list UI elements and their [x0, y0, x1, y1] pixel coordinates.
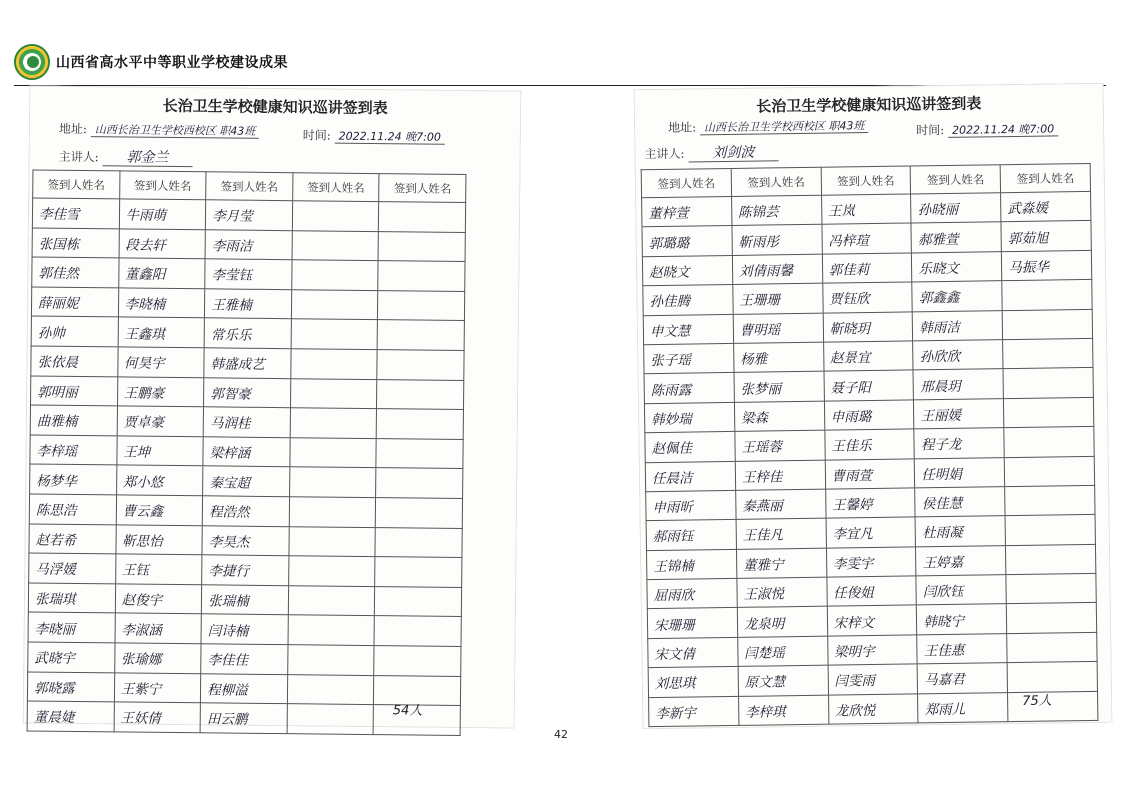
- signin-name-cell: 原文慧: [738, 665, 828, 696]
- signin-name-cell: 王紫宁: [114, 672, 201, 702]
- table-row: [32, 228, 465, 262]
- sheet-title: 长治卫生学校健康知识巡讲签到表: [756, 94, 982, 116]
- signin-name-cell: 郭璐璐: [642, 226, 732, 257]
- signin-name-cell: 申雨昕: [646, 490, 736, 521]
- signin-name-cell: [1002, 280, 1092, 311]
- signin-name-cell: [1006, 573, 1096, 604]
- column-header: 签到人姓名: [911, 165, 1001, 194]
- signin-name-cell: 郑雨儿: [918, 692, 1008, 723]
- column-header: 签到人姓名: [379, 174, 466, 203]
- table-row: [28, 642, 461, 676]
- attendee-count: 54人: [392, 703, 423, 719]
- signin-name-cell: 靳雨彤: [732, 225, 822, 256]
- signin-name-cell: 田云鹏: [200, 703, 287, 733]
- signin-name-cell: 王梓佳: [735, 460, 825, 491]
- signin-table-right: [641, 163, 1099, 727]
- school-emblem-icon: [14, 44, 50, 80]
- signin-name-cell: 韩妙瑞: [644, 402, 734, 433]
- signin-name-cell: 武晓宇: [28, 642, 115, 672]
- signin-name-cell: 秦燕丽: [735, 489, 825, 520]
- page-header: [14, 42, 1106, 86]
- signin-name-cell: [287, 645, 374, 675]
- signin-name-cell: 刘思琪: [648, 667, 738, 698]
- signin-name-cell: 梁明宇: [827, 635, 917, 666]
- signin-name-cell: 马振华: [1002, 250, 1092, 281]
- signin-name-cell: 马嘉君: [917, 663, 1007, 694]
- signin-name-cell: [1004, 456, 1094, 487]
- signin-name-cell: [378, 290, 465, 320]
- signin-name-cell: 李新宇: [649, 696, 739, 727]
- signin-name-cell: 杜雨凝: [915, 516, 1005, 547]
- signin-name-cell: 董梓萱: [642, 196, 732, 227]
- signin-name-cell: 陈雨露: [644, 373, 734, 404]
- table-row: [31, 376, 464, 410]
- table-row: [28, 612, 461, 646]
- signin-name-cell: 张国栋: [32, 228, 119, 258]
- signin-name-cell: [377, 350, 464, 380]
- signin-name-cell: 李捷行: [202, 555, 289, 585]
- signin-name-cell: 孙佳腾: [643, 285, 733, 316]
- signin-name-cell: [288, 585, 375, 615]
- signin-name-cell: 常乐乐: [204, 318, 291, 348]
- signin-name-cell: 张瑞楠: [202, 584, 289, 614]
- signin-name-cell: 张瑞琪: [28, 583, 115, 613]
- signin-name-cell: [1004, 397, 1094, 428]
- signin-name-cell: 程子龙: [914, 428, 1004, 459]
- signin-name-cell: 贾卓豪: [117, 406, 204, 436]
- signin-name-cell: 邢晨玥: [913, 369, 1003, 400]
- signin-name-cell: [1007, 662, 1097, 693]
- signin-name-cell: 陈思浩: [29, 494, 116, 524]
- signin-name-cell: [1004, 427, 1094, 458]
- signin-name-cell: 张依晨: [31, 346, 118, 376]
- address-value: 山西长治卫生学校西校区 职43班: [91, 123, 260, 139]
- attendee-count: 75人: [1022, 693, 1052, 709]
- signin-name-cell: 曹明瑶: [733, 313, 823, 344]
- speaker-label: 主讲人:: [644, 146, 685, 162]
- signin-name-cell: 王雅楠: [205, 289, 292, 319]
- signin-name-cell: 李莹钰: [205, 259, 292, 289]
- signin-name-cell: 贾钰欣: [822, 282, 912, 313]
- signin-name-cell: 董晨婕: [27, 701, 114, 731]
- signin-name-cell: 王钰: [115, 554, 202, 584]
- table-row: [31, 287, 464, 321]
- signin-name-cell: [291, 319, 378, 349]
- signin-name-cell: 王鑫琪: [118, 317, 205, 347]
- signin-name-cell: 侯佳慧: [915, 487, 1005, 518]
- signin-name-cell: 李梓琪: [738, 695, 828, 726]
- signin-name-cell: 王佳凡: [736, 518, 826, 549]
- signin-name-cell: [289, 467, 376, 497]
- signin-name-cell: 王锦楠: [646, 549, 736, 580]
- signin-name-cell: 王丽媛: [914, 398, 1004, 429]
- signin-name-cell: [378, 231, 465, 261]
- signin-name-cell: [1005, 485, 1095, 516]
- signin-name-cell: 申雨璐: [824, 400, 914, 431]
- table-row: [31, 316, 464, 350]
- signin-name-cell: 程柳溢: [201, 673, 288, 703]
- signin-name-cell: 郭明丽: [31, 376, 118, 406]
- signin-name-cell: 宋文倩: [648, 637, 738, 668]
- signin-name-cell: 牛雨萌: [119, 199, 206, 229]
- signin-name-cell: 任明娟: [915, 457, 1005, 488]
- speaker-value: 郭金兰: [102, 149, 192, 167]
- table-row: [31, 346, 464, 380]
- signin-name-cell: 曹雨萱: [825, 458, 915, 489]
- signin-name-cell: 闫欣钰: [916, 575, 1006, 606]
- signin-name-cell: 张瑜娜: [114, 643, 201, 673]
- signin-name-cell: 龙泉明: [737, 607, 827, 638]
- signin-name-cell: [291, 289, 378, 319]
- signin-name-cell: 郭佳然: [32, 257, 119, 287]
- signin-name-cell: [374, 616, 461, 646]
- signin-name-cell: 宋梓文: [827, 605, 917, 636]
- time-value: 2022.11.24 晚7:00: [335, 130, 445, 145]
- signin-name-cell: [288, 615, 375, 645]
- speaker-line: [644, 141, 778, 163]
- signin-name-cell: [292, 201, 379, 231]
- speaker-line: [59, 146, 193, 167]
- signin-name-cell: 赵佩佳: [645, 432, 735, 463]
- signin-name-cell: [376, 498, 463, 528]
- table-row: [30, 464, 463, 498]
- signin-name-cell: 王岚: [821, 194, 911, 225]
- signin-name-cell: 董鑫阳: [118, 258, 205, 288]
- signin-name-cell: 李月莹: [206, 200, 293, 230]
- signin-name-cell: 郑小悠: [116, 465, 203, 495]
- signin-name-cell: 屈雨欣: [647, 578, 737, 609]
- signin-name-cell: [1006, 603, 1096, 634]
- signin-name-cell: 李梓瑶: [30, 435, 117, 465]
- signin-name-cell: [377, 379, 464, 409]
- page-number: 42: [554, 728, 568, 741]
- signin-name-cell: [290, 408, 377, 438]
- signin-name-cell: 梁森: [734, 401, 824, 432]
- signin-name-cell: 郭智豪: [204, 377, 291, 407]
- table-row: [29, 494, 462, 528]
- signin-name-cell: 郭鑫鑫: [912, 281, 1002, 312]
- signin-name-cell: 申文慧: [643, 314, 733, 345]
- signin-name-cell: 宋珊珊: [647, 608, 737, 639]
- signin-name-cell: 赵若希: [29, 523, 116, 553]
- signin-name-cell: 赵俊宇: [115, 584, 202, 614]
- signin-name-cell: [1003, 338, 1093, 369]
- column-header: 签到人姓名: [292, 173, 379, 202]
- signin-sheet-left: [23, 85, 522, 728]
- signin-name-cell: [289, 497, 376, 527]
- signin-name-cell: 赵晓文: [642, 255, 732, 286]
- signin-name-cell: [1002, 309, 1092, 340]
- signin-sheet-right: [634, 83, 1113, 729]
- time-label: 时间:: [302, 128, 331, 143]
- time-value: 2022.11.24 晚7:00: [948, 122, 1058, 138]
- column-header: 签到人姓名: [1000, 163, 1090, 192]
- signin-name-cell: 王妖倩: [114, 702, 201, 732]
- signin-name-cell: 孙晓丽: [911, 193, 1001, 224]
- signin-name-cell: 王坤: [116, 436, 203, 466]
- signin-name-cell: 郝雨钰: [646, 520, 736, 551]
- signin-name-cell: 郭晓露: [27, 671, 114, 701]
- signin-name-cell: 李佳雪: [32, 198, 119, 228]
- signin-name-cell: [291, 349, 378, 379]
- column-header: 签到人姓名: [119, 171, 206, 200]
- signin-name-cell: 冯梓瑄: [822, 223, 912, 254]
- table-row: [28, 583, 461, 617]
- signin-name-cell: 任晨洁: [645, 461, 735, 492]
- signin-name-cell: 乐晓文: [912, 251, 1002, 282]
- signin-name-cell: 王佳乐: [824, 429, 914, 460]
- signin-name-cell: 孙帅: [31, 316, 118, 346]
- signin-name-cell: [375, 527, 462, 557]
- signin-name-cell: 段去轩: [119, 228, 206, 258]
- signin-name-cell: 韩雨洁: [913, 310, 1003, 341]
- column-header: 签到人姓名: [33, 170, 120, 199]
- table-row: [29, 553, 462, 587]
- signin-name-cell: 李雯宇: [826, 547, 916, 578]
- signin-name-cell: 韩晓宁: [917, 604, 1007, 635]
- signin-name-cell: [379, 202, 466, 232]
- table-row: [29, 523, 462, 557]
- column-header: 签到人姓名: [641, 168, 731, 197]
- signin-name-cell: 孙欣欣: [913, 340, 1003, 371]
- signin-name-cell: [289, 526, 376, 556]
- signin-name-cell: [1003, 368, 1093, 399]
- signin-name-cell: [375, 557, 462, 587]
- signin-name-cell: [377, 409, 464, 439]
- signin-name-cell: 王淑悦: [737, 577, 827, 608]
- table-row: [30, 405, 463, 439]
- signin-name-cell: 秦宝超: [203, 466, 290, 496]
- signin-name-cell: 王瑶蓉: [735, 430, 825, 461]
- signin-name-cell: 郭茹旭: [1001, 221, 1091, 252]
- column-header: 签到人姓名: [821, 166, 911, 195]
- signin-name-cell: 闫诗楠: [201, 614, 288, 644]
- signin-name-cell: 龙欣悦: [828, 694, 918, 725]
- signin-name-cell: 李宜凡: [826, 517, 916, 548]
- speaker-label: 主讲人:: [58, 149, 99, 165]
- signin-name-cell: [290, 378, 377, 408]
- signin-name-cell: [292, 260, 379, 290]
- signin-name-cell: 曲雅楠: [30, 405, 117, 435]
- header-title: 山西省高水平中等职业学校建设成果: [56, 55, 288, 71]
- time-line: [916, 119, 1058, 138]
- signin-name-cell: 郭佳莉: [822, 253, 912, 284]
- table-row: [32, 198, 465, 232]
- table-row: [30, 435, 463, 469]
- signin-name-cell: 张梦丽: [734, 372, 824, 403]
- signin-name-cell: 李淑涵: [115, 613, 202, 643]
- signin-name-cell: [375, 586, 462, 616]
- signin-name-cell: 马浮媛: [29, 553, 116, 583]
- signin-name-cell: 李佳佳: [201, 644, 288, 674]
- signin-name-cell: [376, 438, 463, 468]
- time-label: 时间:: [916, 122, 945, 138]
- signin-name-cell: [377, 320, 464, 350]
- signin-name-cell: 何昊宇: [117, 347, 204, 377]
- signin-name-cell: 程浩然: [202, 496, 289, 526]
- address-value: 山西长治卫生学校西校区 职43班: [700, 119, 869, 135]
- signin-name-cell: 闫楚瑶: [738, 636, 828, 667]
- signin-table-left: [27, 169, 467, 735]
- signin-name-cell: 赵景宜: [823, 341, 913, 372]
- sheet-title: 长治卫生学校健康知识巡讲签到表: [162, 96, 388, 118]
- signin-name-cell: [1007, 632, 1097, 663]
- signin-name-cell: 聂子阳: [824, 370, 914, 401]
- signin-name-cell: 曹云鑫: [116, 495, 203, 525]
- signin-name-cell: 武淼媛: [1001, 191, 1091, 222]
- signin-name-cell: 董雅宁: [736, 548, 826, 579]
- address-line: [59, 120, 260, 139]
- signin-name-cell: [376, 468, 463, 498]
- table-header-row: [33, 170, 466, 203]
- speaker-value: 刘剑波: [688, 144, 778, 162]
- signin-name-cell: 马润桂: [203, 407, 290, 437]
- signin-name-cell: 王鹏豪: [117, 376, 204, 406]
- signin-name-cell: [290, 437, 377, 467]
- time-line: [303, 126, 445, 144]
- signin-name-cell: 李晓楠: [118, 288, 205, 318]
- signin-name-cell: 张子瑶: [644, 343, 734, 374]
- signin-name-cell: 李雨洁: [205, 229, 292, 259]
- address-label: 地址:: [667, 120, 697, 135]
- signin-name-cell: 郝雅萱: [911, 222, 1001, 253]
- signin-name-cell: 王馨婷: [825, 488, 915, 519]
- signin-name-cell: 李晓丽: [28, 612, 115, 642]
- signin-name-cell: 靳晓玥: [823, 312, 913, 343]
- table-row: [32, 257, 465, 291]
- signin-name-cell: 陈锦芸: [731, 195, 821, 226]
- address-line: [668, 116, 869, 136]
- signin-name-cell: [378, 261, 465, 291]
- column-header: 签到人姓名: [731, 167, 821, 196]
- signin-name-cell: 梁梓涵: [203, 437, 290, 467]
- signin-name-cell: [374, 645, 461, 675]
- signin-name-cell: 王珊珊: [733, 283, 823, 314]
- signin-name-cell: 杨雅: [733, 342, 823, 373]
- signin-name-cell: 韩盛成艺: [204, 348, 291, 378]
- signin-name-cell: 王婷嘉: [916, 545, 1006, 576]
- signin-name-cell: [1005, 515, 1095, 546]
- column-header: 签到人姓名: [206, 172, 293, 201]
- signin-name-cell: [1006, 544, 1096, 575]
- address-label: 地址:: [58, 121, 88, 137]
- signin-name-cell: 薛丽妮: [31, 287, 118, 317]
- signin-name-cell: 李昊杰: [202, 525, 289, 555]
- signin-name-cell: [287, 674, 374, 704]
- signin-name-cell: 任俊姐: [826, 576, 916, 607]
- signin-name-cell: [292, 230, 379, 260]
- signin-name-cell: 闫雯雨: [828, 664, 918, 695]
- signin-name-cell: 靳思怡: [116, 524, 203, 554]
- signin-name-cell: 王佳惠: [917, 634, 1007, 665]
- signin-name-cell: 杨梦华: [30, 464, 117, 494]
- signin-name-cell: 刘倩雨馨: [732, 254, 822, 285]
- signin-name-cell: [288, 556, 375, 586]
